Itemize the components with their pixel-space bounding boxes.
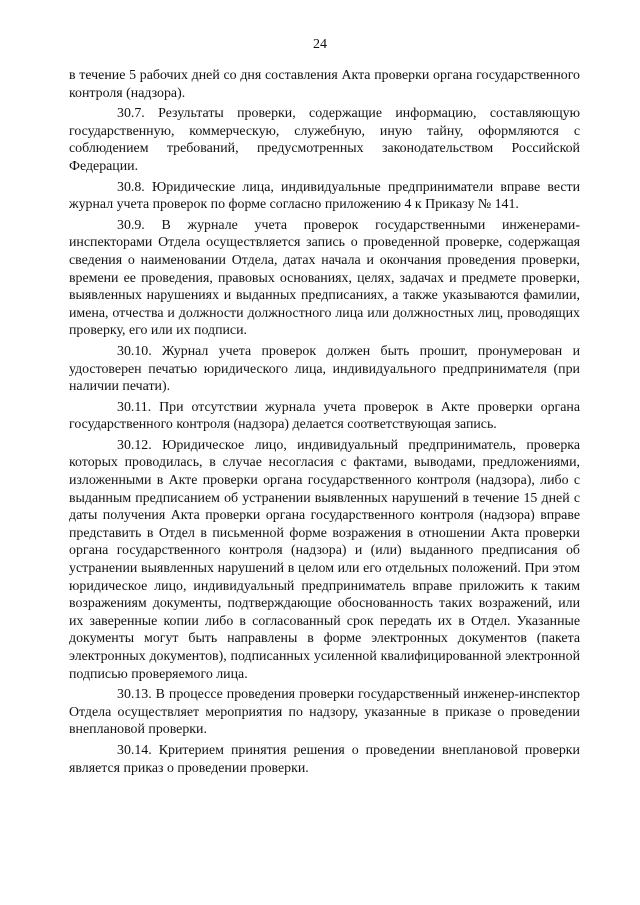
paragraph-30-10	[69, 343, 580, 396]
paragraph-30-9	[69, 217, 580, 340]
paragraph-continuation	[69, 67, 580, 102]
paragraph-30-7	[69, 105, 580, 175]
paragraph-text: 30.7. Результаты проверки, содержащие информацию, составляющую государственную, коммерческую, служебную, иную тайну, оформляются с соблюдением требований, предусмотренных законодательством Российской Федерации.	[69, 106, 580, 174]
document-body	[69, 67, 580, 777]
paragraph-text: в течение 5 рабочих дней со дня составления Акта проверки органа государственного контроля (надзора).	[69, 68, 580, 101]
paragraph-text: 30.12. Юридическое лицо, индивидуальный предприниматель, проверка которых проводилась, в случае несогласия с фактами, выводами, предложениями, изложенными в Акте проверки органа государственного контроля (надзора), либо с выданным предписанием об устранении выявленных нарушений в течение 15 дней с даты получения Акта проверки органа государственного контроля (надзора) вправе представить в Отдел в письменной форме возражения в отношении Акта проверки органа государственного контроля (надзора) и (или) выданного предписания об устранении выявленных нарушений в целом или его отдельных положений. При этом юридическое лицо, индивидуальный предприниматель вправе приложить к таким возражениям документы, подтверждающие обоснованность таких возражений, или их заверенные копии либо в согласованный срок передать их в Отдел. Указанные документы могут быть направлены в форме электронных документов (пакета электронных документов), подписанных усиленной квалифицированной электронной подписью проверяемого лица.	[69, 437, 580, 682]
paragraph-text: 30.11. При отсутствии журнала учета проверок в Акте проверки органа государственного контроля (надзора) делается соответствующая запись.	[69, 399, 580, 433]
paragraph-30-8	[69, 179, 580, 214]
paragraph-30-12	[69, 437, 580, 683]
paragraph-text: 30.13. В процессе проведения проверки государственный инженер-инспектор Отдела осуществляет мероприятия по надзору, указанные в приказе о проведении внеплановой проверки.	[69, 687, 580, 738]
paragraph-text: 30.9. В журнале учета проверок государственными инженерами-инспекторами Отдела осуществляется запись о проведенной проверке, содержащая сведения о наименовании Отдела, датах начала и окончания проведения проверки, времени ее проведения, правовых основаниях, целях, задачах и предмете проверки, выявленных нарушениях и выданных предписаниях, а также указываются фамилии, имена, отчества и должности должностного лица или должностных лиц, проводящих проверку, его или их подписи.	[69, 217, 580, 339]
paragraph-text: 30.8. Юридические лица, индивидуальные предприниматели вправе вести журнал учета проверок по форме согласно приложению 4 к Приказу № 141.	[69, 179, 580, 213]
paragraph-text: 30.14. Критерием принятия решения о проведении внеплановой проверки является приказ о проведении проверки.	[69, 742, 580, 776]
page-number: 24	[313, 37, 327, 52]
paragraph-30-11	[69, 399, 580, 434]
paragraph-30-13	[69, 686, 580, 739]
paragraph-30-14	[69, 742, 580, 777]
paragraph-text: 30.10. Журнал учета проверок должен быть прошит, пронумерован и удостоверен печатью юридического лица, индивидуального предпринимателя (при наличии печати).	[69, 343, 580, 395]
